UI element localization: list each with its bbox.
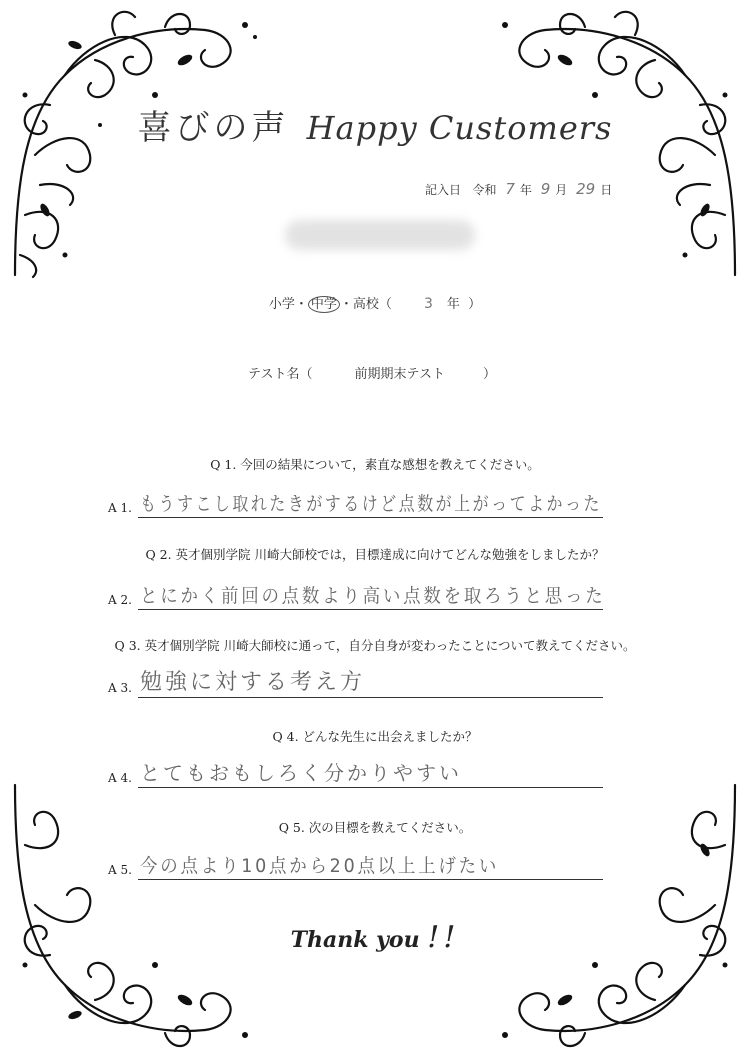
answer-row-1	[108, 488, 603, 518]
answer-row-4	[108, 758, 603, 788]
answer-label-1: A 1.	[108, 501, 132, 515]
answer-text-2: とにかく前回の点数より高い点数を取ろうと思った	[140, 585, 606, 607]
thank-you-exclamation: !!	[427, 920, 460, 955]
grade-close-paren: ）	[468, 297, 482, 312]
answer-underline	[138, 787, 603, 788]
floral-flourish-icon	[475, 775, 745, 1055]
thank-you-text: Thank you	[290, 927, 420, 953]
title-english: Happy Customers	[306, 109, 613, 147]
school-separator: ・	[339, 297, 353, 312]
date-day-unit: 日	[600, 183, 613, 197]
answer-text-4: とてもおもしろく分かりやすい	[140, 761, 462, 785]
answer-underline	[138, 697, 603, 698]
question-5: Q 5. 次の目標を教えてください。	[278, 820, 472, 835]
answer-text-5: 今の点より10点から20点以上上げたい	[140, 855, 500, 877]
answer-row-2	[108, 580, 606, 610]
floral-flourish-icon	[5, 775, 275, 1055]
question-1: Q 1. 今回の結果について，素直な感想を教えてください。	[210, 457, 540, 472]
answer-underline	[138, 879, 603, 880]
title-japanese: 喜びの声	[137, 108, 290, 148]
answer-underline	[138, 609, 603, 610]
question-3: Q 3. 英才個別学院 川崎大師校に通って，自分自身が変わったことについて教えてください。	[114, 638, 636, 653]
question-4: Q 4. どんな先生に出会えましたか？	[272, 729, 478, 744]
answer-label-3: A 3.	[108, 681, 132, 695]
grade-unit: 年	[446, 297, 460, 312]
entry-date	[425, 180, 635, 198]
grade-value: 3	[423, 296, 433, 312]
thank-you-message	[0, 920, 750, 955]
date-label: 記入日	[425, 183, 462, 197]
answer-label-5: A 5.	[108, 863, 132, 877]
date-era: 令和	[472, 183, 497, 197]
school-grade-line	[0, 293, 750, 313]
date-day: 29	[576, 180, 596, 198]
question-2: Q 2. 英才個別学院 川崎大師校では，目標達成に向けてどんな勉強をしましたか？	[145, 547, 605, 562]
answer-text-1: もうすこし取れたきがするけど点数が上がってよかった	[140, 493, 603, 515]
answer-row-3	[108, 668, 603, 698]
test-close-paren: ）	[482, 367, 496, 382]
date-year-unit: 年	[519, 183, 532, 197]
school-elementary: 小学	[268, 297, 295, 312]
grade-open-paren: （	[378, 297, 392, 312]
test-name-line	[248, 363, 548, 382]
school-separator: ・	[294, 297, 308, 312]
answer-row-5	[108, 850, 603, 880]
school-high: 高校	[352, 297, 379, 312]
answer-underline	[138, 517, 603, 518]
answer-label-2: A 2.	[108, 593, 132, 607]
date-month-unit: 月	[555, 183, 568, 197]
school-junior-high-circled: 中学	[308, 296, 340, 313]
page-title	[0, 100, 750, 149]
test-value: 前期期末テスト	[354, 367, 445, 382]
answer-label-4: A 4.	[108, 771, 132, 785]
test-label: テスト名（	[248, 367, 313, 382]
date-month: 9	[540, 180, 551, 198]
redacted-name	[285, 220, 475, 250]
answer-text-3: 勉強に対する考え方	[140, 670, 366, 695]
date-year: 7	[505, 180, 515, 198]
